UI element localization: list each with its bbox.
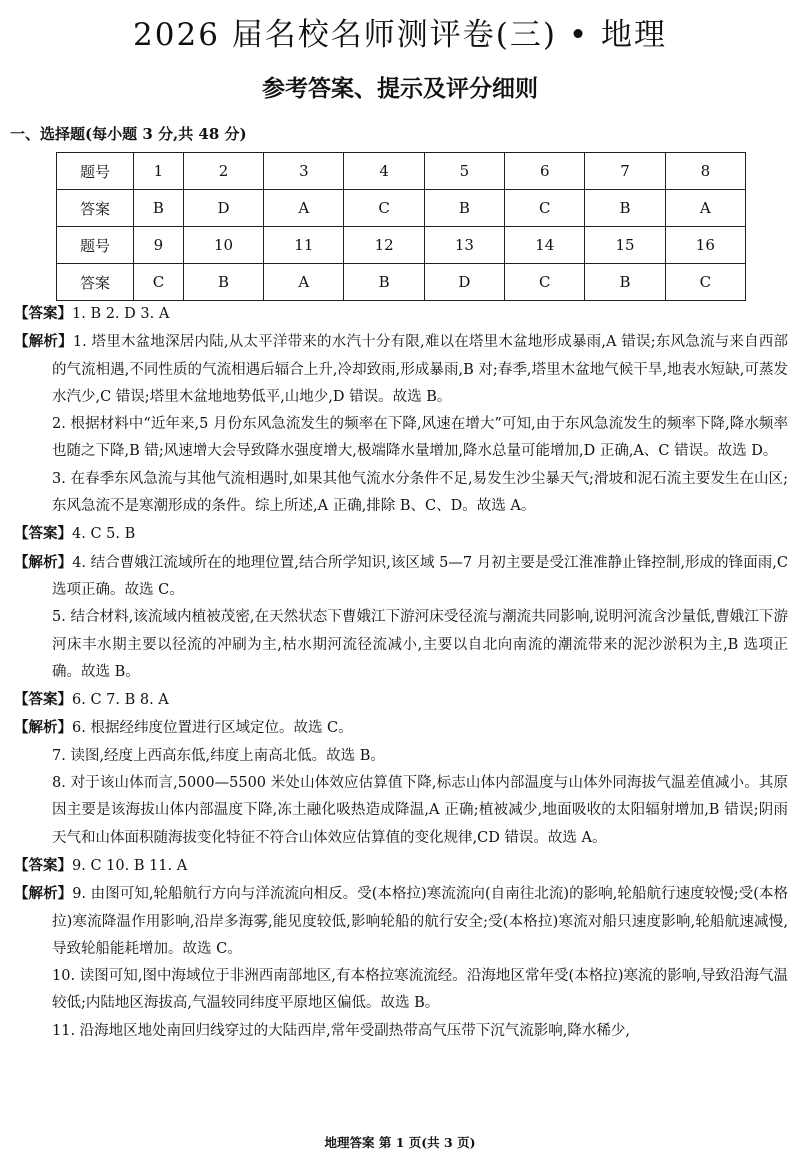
page-footer: 地理答案 第 1 页(共 3 页) bbox=[324, 1135, 476, 1150]
analysis-paragraph bbox=[14, 328, 788, 411]
analysis-tag: 【解析】 bbox=[14, 885, 73, 903]
analysis-paragraph: 8. 对于该山体而言,5000—5500 米处山体效应估算值下降,标志山体内部温度与山体外同海拔气温差值减小。其原因主要是该海拔山体内部温度下降,冻土融化吸热造成降温,A 正确;植被减少,地面吸收的太阳辐射增加,B 错误;阴雨天气和山体面积随海拔变化特征不符合山体效应估算值的变化规律,CD 错误。故选 A。 bbox=[52, 775, 788, 846]
table-cell: 5 bbox=[424, 153, 504, 190]
answer-tag: 【答案】 bbox=[14, 305, 72, 322]
table-cell: A bbox=[665, 190, 745, 227]
answer-line bbox=[14, 852, 788, 880]
table-cell: 2 bbox=[183, 153, 263, 190]
table-row bbox=[57, 264, 746, 301]
answer-line bbox=[14, 520, 788, 548]
table-cell: 3 bbox=[264, 153, 344, 190]
table-row bbox=[57, 227, 746, 264]
table-cell: 15 bbox=[585, 227, 665, 264]
analysis-tag: 【解析】 bbox=[14, 719, 72, 737]
answer-values: 9. C 10. B 11. A bbox=[72, 857, 188, 874]
table-cell: C bbox=[505, 264, 585, 301]
table-cell: 6 bbox=[505, 153, 585, 190]
analysis-text: 9. 由图可知,轮船航行方向与洋流流向相反。受(本格拉)寒流流向(自南往北流)的影响,轮船航行速度较慢;受(本格拉)寒流降温作用影响,沿岸多海雾,能见度较低,影响轮船的航行安全;受(本格拉)寒流对船只速度影响,轮船航速减慢,导致轮船能耗增加。故选 C。 bbox=[52, 886, 788, 957]
analysis-paragraph: 7. 读图,经度上西高东低,纬度上南高北低。故选 B。 bbox=[52, 747, 385, 764]
table-row bbox=[57, 153, 746, 190]
section-heading-multiple-choice: 一、选择题(每小题 3 分,共 48 分) bbox=[10, 125, 247, 143]
table-cell: A bbox=[264, 190, 344, 227]
table-cell: D bbox=[424, 264, 504, 301]
table-cell: B bbox=[585, 264, 665, 301]
analysis-text: 1. 塔里木盆地深居内陆,从太平洋带来的水汽十分有限,难以在塔里木盆地形成暴雨,A 错误;东风急流与来自西部的气流相遇,不同性质的气流相遇后辐合上升,冷却致雨,形成暴雨,B 对;春季,塔里木盆地气候干旱,地表水短缺,可蒸发水汽少,C 错误;塔里木盆地地势低平,山地少,D 错误。故选 B。 bbox=[52, 334, 789, 405]
table-cell: B bbox=[424, 190, 504, 227]
table-cell: 9 bbox=[134, 227, 184, 264]
table-cell: 14 bbox=[505, 227, 585, 264]
answer-values: 4. C 5. B bbox=[72, 526, 136, 543]
table-cell: C bbox=[505, 190, 585, 227]
table-cell: A bbox=[264, 264, 344, 301]
table-cell: D bbox=[183, 190, 263, 227]
table-cell: 4 bbox=[344, 153, 424, 190]
row-label: 题号 bbox=[57, 227, 134, 264]
table-cell: C bbox=[134, 264, 184, 301]
analysis-tag: 【解析】 bbox=[14, 553, 73, 571]
table-cell: 7 bbox=[585, 153, 665, 190]
page-title: 2026 届名校名师测评卷(三) • 地理 bbox=[133, 17, 667, 53]
table-cell: B bbox=[344, 264, 424, 301]
table-cell: 10 bbox=[183, 227, 263, 264]
table-cell: B bbox=[585, 190, 665, 227]
table-cell: 13 bbox=[424, 227, 504, 264]
row-label: 答案 bbox=[57, 264, 134, 301]
analysis-paragraph: 3. 在春季东风急流与其他气流相遇时,如果其他气流水分条件不足,易发生沙尘暴天气;滑坡和泥石流主要发生在山区;东风急流不是寒潮形成的条件。综上所述,A 正确,排除 B、C、D。故选 A。 bbox=[52, 470, 788, 515]
analysis-paragraph bbox=[14, 549, 788, 605]
table-cell: 12 bbox=[344, 227, 424, 264]
analysis-paragraph: 11. 沿海地区地处南回归线穿过的大陆西岸,常年受副热带高气压带下沉气流影响,降水稀少, bbox=[52, 1022, 630, 1039]
table-cell: C bbox=[665, 264, 745, 301]
answer-line bbox=[14, 300, 788, 328]
table-cell: 8 bbox=[665, 153, 745, 190]
table-row bbox=[57, 190, 746, 227]
analysis-text: 4. 结合曹娥江流域所在的地理位置,结合所学知识,该区域 5—7 月初主要是受江淮准静止锋控制,形成的锋面雨,C 选项正确。故选 C。 bbox=[52, 554, 789, 598]
answer-line bbox=[14, 686, 788, 714]
table-cell: 1 bbox=[134, 153, 184, 190]
answer-values: 1. B 2. D 3. A bbox=[72, 306, 170, 322]
answer-table bbox=[56, 152, 746, 301]
page-subtitle: 参考答案、提示及评分细则 bbox=[262, 75, 538, 102]
table-cell: 11 bbox=[264, 227, 344, 264]
analysis-paragraph bbox=[14, 880, 788, 963]
analysis-paragraph: 5. 结合材料,该流域内植被茂密,在天然状态下曹娥江下游河床受径流与潮流共同影响,说明河流含沙量低,曹娥江下游河床丰水期主要以径流的冲刷为主,枯水期河流径流减小,主要以自北向南流的潮流带来的泥沙淤积为主,B 选项正确。故选 B。 bbox=[52, 609, 788, 680]
answer-values: 6. C 7. B 8. A bbox=[72, 692, 169, 709]
explanation-body bbox=[14, 300, 788, 1045]
table-cell: 16 bbox=[665, 227, 745, 264]
analysis-tag: 【解析】 bbox=[14, 333, 73, 351]
table-cell: C bbox=[344, 190, 424, 227]
analysis-text: 6. 根据经纬度位置进行区域定位。故选 C。 bbox=[72, 720, 353, 737]
answer-tag: 【答案】 bbox=[14, 691, 72, 709]
table-cell: B bbox=[134, 190, 184, 227]
answer-tag: 【答案】 bbox=[14, 856, 72, 874]
row-label: 答案 bbox=[57, 190, 134, 227]
table-cell: B bbox=[183, 264, 263, 301]
row-label: 题号 bbox=[57, 153, 134, 190]
analysis-paragraph: 10. 读图可知,图中海域位于非洲西南部地区,有本格拉寒流流经。沿海地区常年受(本格拉)寒流的影响,导致沿海气温较低;内陆地区海拔高,气温较同纬度平原地区偏低。故选 B。 bbox=[52, 968, 788, 1012]
analysis-paragraph: 2. 根据材料中“近年来,5 月份东风急流发生的频率在下降,风速在增大”可知,由于东风急流发生的频率下降,降水频率也随之下降,B 错;风速增大会导致降水强度增大,极端降水量增加,降水总量可能增加,D 正确,A、C 错误。故选 D。 bbox=[52, 416, 788, 460]
analysis-paragraph bbox=[14, 714, 788, 742]
answer-tag: 【答案】 bbox=[14, 525, 72, 543]
